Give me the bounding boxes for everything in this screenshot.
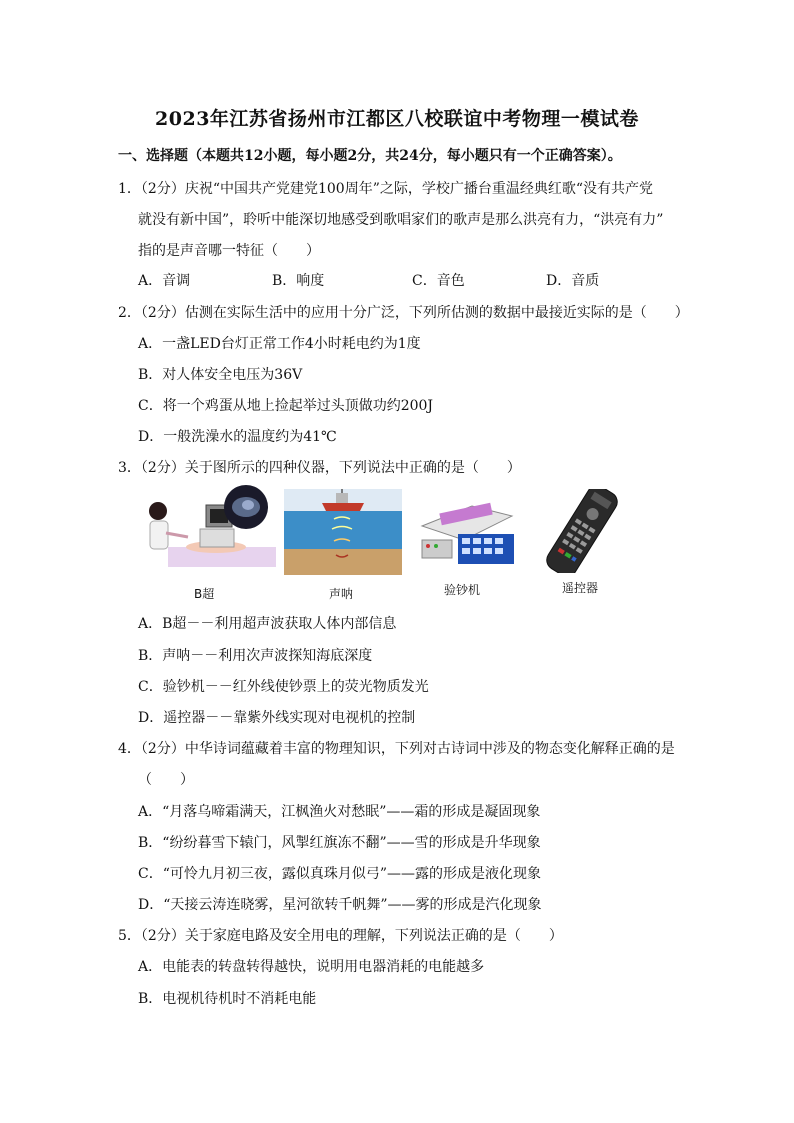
q2-option-d: D．一般洗澡水的温度约为41℃ [138,429,337,445]
remote-control-image [536,489,628,573]
q1-option-b: B．响度 [272,273,325,289]
q5-option-a: A．电能表的转盘转得越快，说明用电器消耗的电能越多 [138,959,485,975]
q1-option-d: D．音质 [546,273,600,289]
q1-line-1: 1．（2分）庆祝“中国共产党建党100周年”之际，学校广播台重温经典红歌“没有共产党 [118,181,654,197]
q1-option-c: C．音色 [412,273,465,289]
q2-option-b: B．对人体安全电压为36V [138,367,303,383]
q5-option-b: B．电视机待机时不消耗电能 [138,991,317,1007]
section-heading: 一、选择题（本题共12小题，每小题2分，共24分，每小题只有一个正确答案）。 [118,148,622,164]
sonar-image [284,489,402,575]
q2-option-c: C．将一个鸡蛋从地上捡起举过头顶做功约200J [138,398,434,414]
caption-sonar: 声呐 [329,587,354,601]
caption-ultrasound: B超 [194,587,215,601]
caption-money-detector: 验钞机 [444,583,481,597]
q3-option-c: C．验钞机－－红外线使钞票上的荧光物质发光 [138,679,429,695]
q1-option-a: A．音调 [138,273,191,289]
q3-stem: 3．（2分）关于图所示的四种仪器，下列说法中正确的是（ ） [118,460,521,476]
q4-option-a: A．“月落乌啼霜满天，江枫渔火对愁眠”——霜的形成是凝固现象 [138,804,541,820]
q4-option-b: B．“纷纷暮雪下辕门，风掣红旗冻不翻”——雪的形成是升华现象 [138,835,541,851]
q4-option-c: C．“可怜九月初三夜，露似真珠月似弓”——露的形成是液化现象 [138,866,542,882]
q1-line-3: 指的是声音哪一特征（ ） [138,243,320,259]
q4-option-d: D．“天接云涛连晓雾，星河欲转千帆舞”——雾的形成是汽化现象 [138,897,542,913]
q3-option-b: B．声呐－－利用次声波探知海底深度 [138,648,373,664]
money-detector-image [412,494,516,572]
q3-option-d: D．遥控器－－靠紫外线实现对电视机的控制 [138,710,416,726]
ultrasound-image [136,485,276,575]
q2-option-a: A．一盏LED台灯正常工作4小时耗电约为1度 [138,336,421,352]
q2-stem: 2．（2分）估测在实际生活中的应用十分广泛，下列所估测的数据中最接近实际的是（ ） [118,305,689,321]
q4-line-1: 4．（2分）中华诗词蕴藏着丰富的物理知识，下列对古诗词中涉及的物态变化解释正确的是 [118,741,675,757]
q5-stem: 5．（2分）关于家庭电路及安全用电的理解，下列说法正确的是（ ） [118,928,563,944]
q3-option-a: A．B超－－利用超声波获取人体内部信息 [138,616,397,632]
page-title: 2023年江苏省扬州市江都区八校联谊中考物理一模试卷 [155,108,639,130]
q1-line-2: 就没有新中国”，聆听中能深切地感受到歌唱家们的歌声是那么洪亮有力，“洪亮有力” [138,212,664,228]
caption-remote-control: 遥控器 [562,581,599,595]
q4-line-2: （ ） [138,772,194,788]
